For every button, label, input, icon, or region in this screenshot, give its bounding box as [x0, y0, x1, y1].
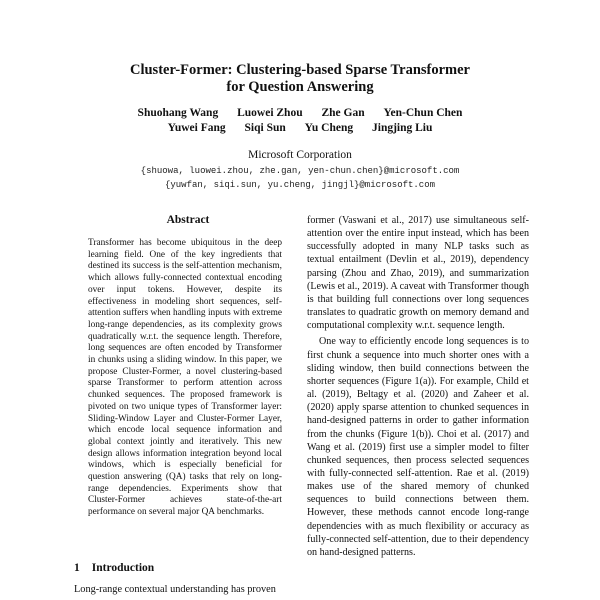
title-line-2: for Question Answering — [226, 79, 374, 95]
affiliation: Microsoft Corporation — [248, 149, 352, 161]
author-name: Siqi Sun — [244, 122, 286, 134]
right-column — [307, 214, 529, 559]
body-paragraph: former (Vaswani et al., 2017) use simultaneous self-attention over the entire input instead, which has been successfully adopted in many NLP tasks such as textual entailment (Devlin et al., 2019), dependency parsing (Zhou and Zhao, 2019), and summarization (Lewis et al., 2019). A caveat with Transformer though is that building full connections over long sequences translates to quadratic growth on memory demand and computational complexity w.r.t. sequence length. — [307, 215, 529, 332]
author-name: Yen-Chun Chen — [383, 107, 463, 119]
body-paragraph: One way to efficiently encode long sequences is to first chunk a sequence into much shorter ones with a sliding window, then build connections between the shorter sequences (Figure 1(a)). For example, Child et al. (2019), Beltagy et al. (2020) and Zaheer et al. (2020) apply sparse attention to chunked sequences in hand-designed patterns in order to gather information from the chunks (Figure 1(b)). Choi et al. (2017) and Wang et al. (2019) first use a simpler model to filter chunked sequences, then process selected sequences with fully-connected self-attention. Rae et al. (2019) makes use of the shared memory of chunked sequences to build connections between them. However, these methods cannot encode long-range dependencies with as much flexibility or accuracy as fully-connected self-attention, due to their dependency on hand-designed patterns. — [307, 336, 529, 558]
introduction-text-left: Long-range contextual understanding has proven — [74, 584, 276, 595]
author-list-row-1 — [0, 107, 600, 119]
author-name: Luowei Zhou — [237, 107, 303, 119]
abstract-text: Transformer has become ubiquitous in the deep learning field. One of the key ingredients that destined its success is the self-attention mechanism, which allows fully-connected contextual encoding over input tokens. However, despite its effectiveness in modeling short sequences, self-attention suffers when handling inputs with extreme long-range dependencies, as its complexity grows quadratically w.r.t. the sequence length. Therefore, long sequences are often encoded by Transformer in chunks using a sliding window. In this paper, we propose Cluster-Former, a novel clustering-based sparse Transformer to perform attention across chunked sequences. The proposed framework is pivoted on two unique types of Transformer layer: Sliding-Window Layer and Cluster-Former Layer, which encode local sequence information and global context jointly and iteratively. This new design allows information integration beyond local windows, which is especially beneficial for question answering (QA) tasks that rely on long-range dependencies. Experiments show that Cluster-Former achieves state-of-the-art performance on several major QA benchmarks. — [88, 238, 282, 518]
paper-title — [0, 62, 600, 96]
section-heading-introduction — [74, 562, 154, 574]
author-list-row-2 — [0, 122, 600, 134]
section-title: Introduction — [91, 562, 155, 574]
author-name: Yuwei Fang — [167, 122, 226, 134]
author-name: Shuohang Wang — [137, 107, 219, 119]
author-name: Jingjing Liu — [372, 122, 433, 134]
title-line-1: Cluster-Former: Clustering-based Sparse Transformer — [129, 62, 470, 78]
author-name: Zhe Gan — [321, 107, 365, 119]
email-line-2: {yuwfan, siqi.sun, yu.cheng, jingjl}@microsoft.com — [164, 180, 436, 190]
author-name: Yu Cheng — [304, 122, 354, 134]
section-number: 1 — [74, 562, 80, 574]
abstract-heading: Abstract — [166, 214, 210, 226]
email-line-1: {shuowa, luowei.zhou, zhe.gan, yen-chun.chen}@microsoft.com — [140, 166, 460, 176]
